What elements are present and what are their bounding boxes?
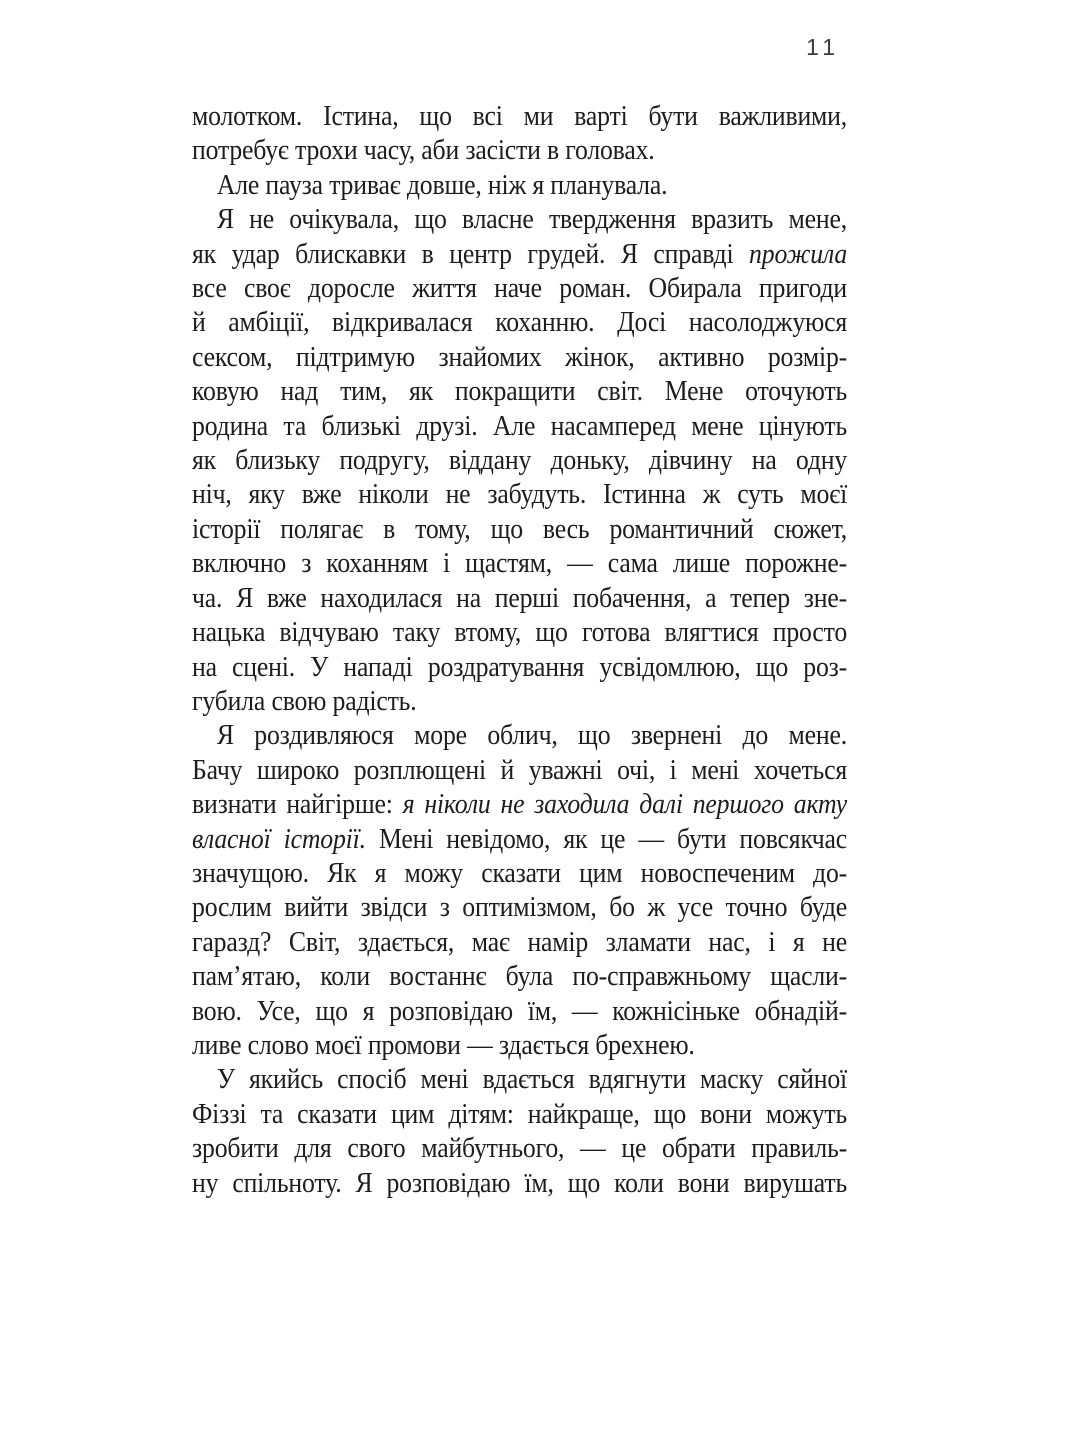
text-run: ну спільноту. Я розповідаю їм, що коли вони вирушать (192, 1167, 848, 1199)
text-line (192, 857, 847, 891)
text-line (192, 306, 847, 340)
text-line (192, 547, 847, 581)
text-run: визнати найгірше: (192, 789, 403, 821)
text-line (192, 616, 847, 650)
text-line (192, 375, 847, 409)
text-run: Мені невідомо, як це — бути повсякчас (365, 823, 848, 855)
italic-text-run: прожила (749, 238, 848, 270)
text-line (192, 1098, 847, 1132)
text-line (192, 1029, 847, 1063)
page-number: 11 (806, 34, 840, 60)
text-run: як удар блискавки в центр грудей. Я справді (192, 238, 750, 270)
text-run: все своє доросле життя наче роман. Обирала пригоди (192, 273, 848, 305)
text-line (192, 169, 847, 203)
text-line (192, 788, 847, 822)
text-line (192, 203, 847, 237)
text-run: потребує трохи часу, аби засісти в головах. (192, 135, 655, 167)
text-run: ніч, яку вже ніколи не забудуть. Істинна ж суть моєї (192, 479, 848, 511)
text-run: сексом, підтримую знайомих жінок, активно розмір- (192, 341, 848, 373)
text-run: Я роздивляюся море облич, що звернені до мене. (216, 720, 848, 752)
text-line (192, 926, 847, 960)
text-run: історії полягає в тому, що весь романтичний сюжет, (192, 513, 848, 545)
text-line (192, 685, 847, 719)
paragraph (192, 1063, 847, 1201)
text-run: включно з коханням і щастям, — сама лише порожне- (192, 548, 848, 580)
text-run: на сцені. У нападі роздратування усвідомлюю, що роз- (192, 651, 848, 683)
text-line (192, 100, 847, 134)
text-line (192, 582, 847, 616)
text-run: пам’ятаю, коли востаннє була по-справжньому щасли- (192, 961, 848, 993)
text-line (192, 754, 847, 788)
paragraph (192, 100, 847, 169)
text-run: як близьку подругу, віддану доньку, дівчину на одну (192, 445, 848, 477)
text-run: вою. Усе, що я розповідаю їм, — кожнісіньке обнадій- (192, 995, 848, 1027)
text-run: ча. Я вже находилася на перші побачення, а тепер зне- (192, 582, 848, 614)
text-line (192, 272, 847, 306)
paragraph (192, 203, 847, 719)
text-run: зробити для свого майбутнього, — це обрати правиль- (192, 1133, 848, 1165)
italic-text-run: власної історії. (192, 823, 366, 855)
italic-text-run: я ніколи не заходила далі першого акту (402, 789, 848, 821)
text-line (192, 651, 847, 685)
text-run: ковую над тим, як покращити світ. Мене оточують (192, 376, 848, 408)
text-run: рослим вийти звідси з оптимізмом, бо ж усе точно буде (192, 892, 848, 924)
paragraph (192, 169, 847, 203)
paragraph (192, 719, 847, 1063)
text-line (192, 960, 847, 994)
text-line (192, 719, 847, 753)
text-line (192, 134, 847, 168)
text-run: й амбіції, відкривалася коханню. Досі насолоджуюся (192, 307, 848, 339)
text-run: родина та близькі друзі. Але насамперед мене цінують (192, 410, 848, 442)
text-line (192, 995, 847, 1029)
text-run: У якийсь спосіб мені вдається вдягнути маску сяйної (216, 1064, 848, 1096)
text-line (192, 1063, 847, 1097)
text-line (192, 1167, 847, 1201)
text-line (192, 478, 847, 512)
text-line (192, 1132, 847, 1166)
text-run: значущою. Як я можу сказати цим новоспеченим до- (192, 857, 848, 889)
text-line (192, 444, 847, 478)
text-run: нацька відчуваю таку втому, що готова влягтися просто (192, 617, 848, 649)
text-run: молотком. Істина, що всі ми варті бути важливими, (192, 101, 848, 132)
text-line (192, 823, 847, 857)
text-run: гаразд? Світ, здається, має намір зламати нас, і я не (192, 926, 848, 958)
text-line (192, 410, 847, 444)
text-line (192, 891, 847, 925)
text-run: ливе слово моєї промови — здається брехнею. (192, 1029, 695, 1061)
text-run: Фіззі та сказати цим дітям: найкраще, що вони можуть (192, 1098, 848, 1130)
text-line (192, 238, 847, 272)
text-block (192, 100, 847, 1201)
text-run: Бачу широко розплющені й уважні очі, і мені хочеться (192, 754, 848, 786)
text-run: Але пауза триває довше, ніж я планувала. (216, 169, 668, 201)
text-run: Я не очікувала, що власне твердження вразить мене, (216, 204, 848, 236)
text-run: губила свою радість. (192, 685, 417, 717)
text-line (192, 513, 847, 547)
text-line (192, 341, 847, 375)
